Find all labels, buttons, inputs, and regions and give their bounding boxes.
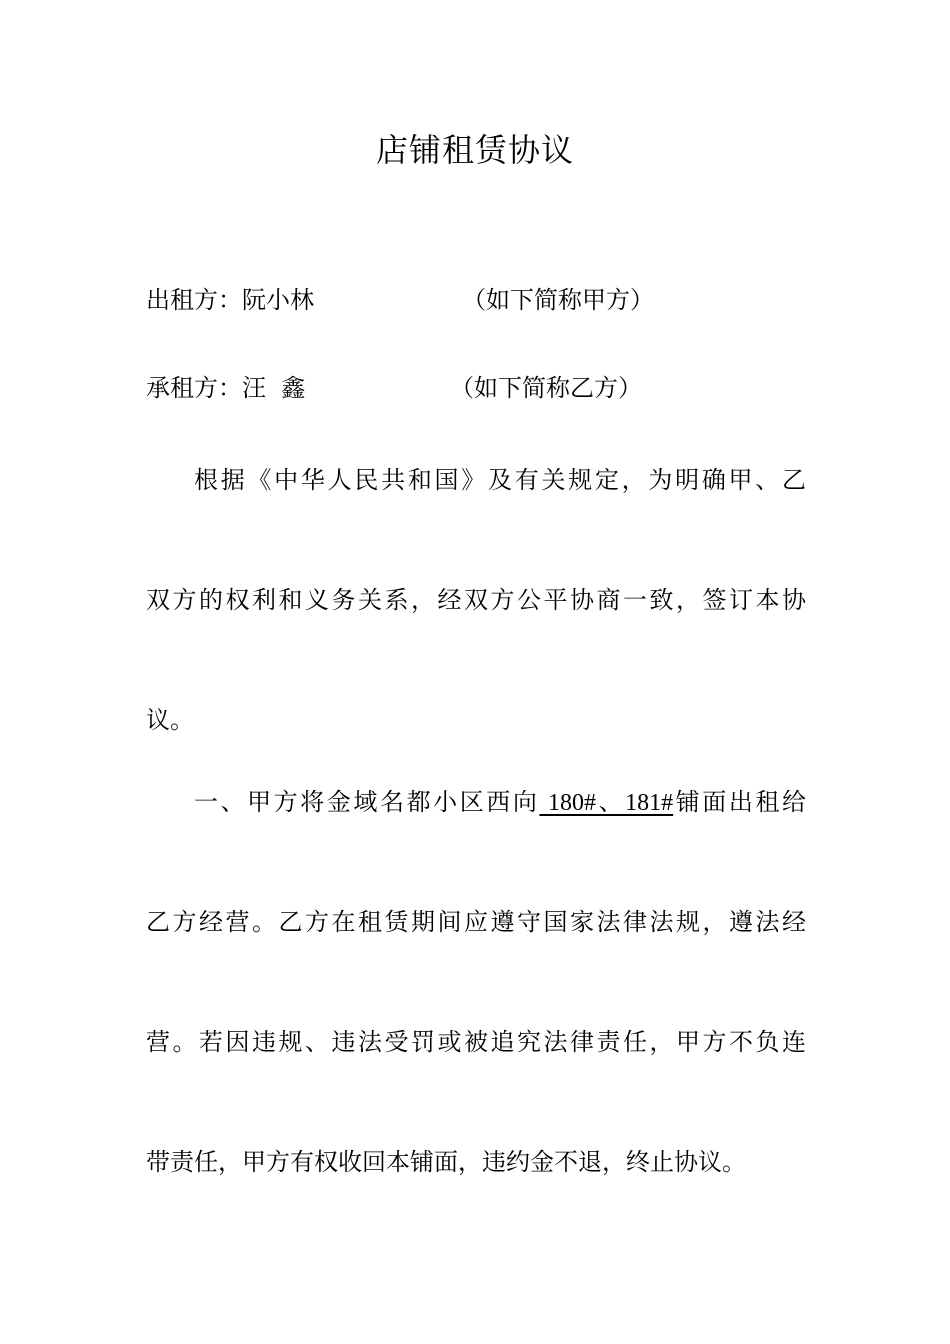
preamble-line-1: 根据《中华人民共和国》及有关规定，为明确甲、乙	[194, 466, 806, 494]
lessor-note: （如下简称甲方）	[462, 286, 654, 314]
lessor-name: 阮小林	[242, 286, 314, 314]
clause1-line-2: 乙方经营。乙方在租赁期间应遵守国家法律法规，遵法经	[146, 908, 806, 936]
clause1-line-1	[146, 784, 806, 821]
clause1-line-4: 带责任，甲方有权收回本铺面，违约金不退，终止协议。	[146, 1148, 746, 1176]
preamble-line-3: 议。	[146, 706, 194, 734]
clause1-text-before: 一、甲方将金域名都小区西向	[194, 788, 540, 816]
shop-numbers: 180#、181#	[539, 790, 674, 816]
lessor-line	[146, 282, 654, 318]
lessee-line	[146, 370, 642, 406]
lessee-note: （如下简称乙方）	[450, 374, 642, 402]
lessor-label: 出租方：	[146, 286, 242, 314]
preamble-line-2: 双方的权利和义务关系，经双方公平协商一致，签订本协	[146, 586, 806, 614]
lessee-name: 汪 鑫	[242, 374, 306, 402]
lessee-label: 承租方：	[146, 374, 242, 402]
clause1-line-3: 营。若因违规、违法受罚或被追究法律责任，甲方不负连	[146, 1028, 806, 1056]
document-title: 店铺租赁协议	[375, 131, 574, 169]
clause1-text-after: 铺面出租给	[673, 788, 807, 816]
